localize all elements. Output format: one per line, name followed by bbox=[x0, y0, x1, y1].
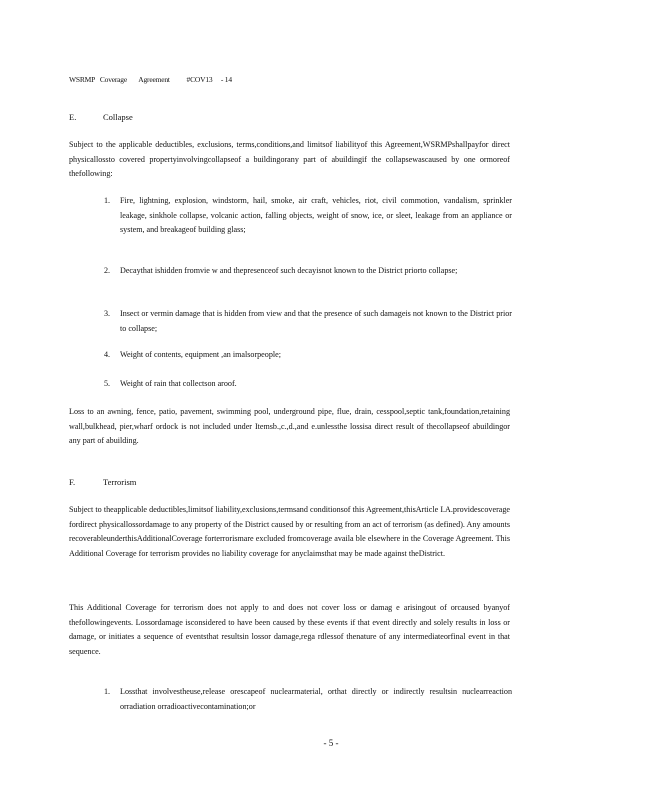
section-f-heading bbox=[69, 477, 136, 487]
item-number: 4. bbox=[104, 350, 111, 359]
item-text: Weight of rain that collectson aroof. bbox=[120, 379, 237, 388]
section-e-letter: E. bbox=[69, 112, 77, 122]
section-f-item-1 bbox=[104, 685, 512, 714]
item-number: 2. bbox=[104, 266, 111, 275]
item-number: 1. bbox=[104, 196, 111, 205]
section-f-letter: F. bbox=[69, 477, 76, 487]
section-f-paragraph-2: This Additional Coverage for terrorism does not apply to and does not cover loss or damag e arisingout of orcaused byanyof thefollowingevents. Lossordamage isconsidered to have been caused by these events if that event directly and solely results in loss or damage, or initiates a sequence of eventsthat resultsin lossor damage,rega rdlessof thenature of any intermediateorfinal event in that sequence. bbox=[69, 603, 510, 656]
section-e-intro: Subject to the applicable deductibles, exclusions, terms,conditions,and limitsof liabilityof this Agreement,WSRMPshallpayfor direct physicallossto covered propertyinvolvingcollapseof a buildingorany part of abuildingif the collapsewascaused by one ormoreof thefollowing: bbox=[69, 140, 510, 179]
section-e-item-2 bbox=[104, 264, 512, 279]
section-e-item-5 bbox=[104, 377, 512, 392]
item-number: 3. bbox=[104, 309, 111, 318]
section-e-item-4 bbox=[104, 348, 512, 363]
section-e-closing: Loss to an awning, fence, patio, pavement, swimming pool, underground pipe, flue, drain, cesspool,septic tank,foundation,retaining wall,bulkhead, pier,wharf ordock is not included under Itemsb.,c.,d.,and e.unlessthe lossisa direct result of thecollapseof abuildingor any part of abuilding. bbox=[69, 407, 510, 446]
section-e-heading bbox=[69, 112, 133, 122]
item-text: Fire, lightning, explosion, windstorm, hail, smoke, air craft, vehicles, riot, civil commotion, vandalism, sprinkler leakage, sinkhole collapse, volcanic action, falling objects, weight of snow, ice, or sleet, leakage from an appliance or system, and breakageof building glass; bbox=[120, 196, 512, 235]
section-e-item-3 bbox=[104, 307, 512, 336]
item-text: Lossthat involvestheuse,release orescapeof nuclearmaterial, orthat directly or indirectly resultsin nuclearreaction orradiation orradioactivecontamination;or bbox=[120, 687, 512, 711]
item-number: 1. bbox=[104, 687, 111, 696]
section-f-paragraph-1: Subject to theapplicable deductibles,limitsof liability,exclusions,termsand conditionsof this Agreement,thisArticle I.A.providescoverage fordirect physicallossordamage to any property of the District caused by or resulting from an act of terrorism (as defined). Any amounts recoverableunderthisAdditionalCoverage forterrorismare excluded fromcoverage availa ble elsewhere in the Coverage Agreement. This Additional Coverage for terrorism provides no liability coverage for anyclaimsthat may be made against theDistrict. bbox=[69, 505, 510, 558]
page-number: - 5 - bbox=[323, 738, 339, 748]
item-text: Insect or vermin damage that is hidden from view and that the presence of such damageis not known to the District prior to collapse; bbox=[120, 309, 512, 333]
item-text: Decaythat ishidden fromvie w and thepresenceof such decayisnot known to the District priorto collapse; bbox=[120, 266, 458, 275]
item-number: 5. bbox=[104, 379, 111, 388]
section-f-title: Terrorism bbox=[103, 477, 137, 487]
page-header: WSRMP Coverage Agreement #COV13 - 14 bbox=[69, 75, 232, 84]
section-e-title: Collapse bbox=[103, 112, 133, 122]
section-e-item-1 bbox=[104, 194, 512, 238]
item-text: Weight of contents, equipment ,an imalsorpeople; bbox=[120, 350, 281, 359]
